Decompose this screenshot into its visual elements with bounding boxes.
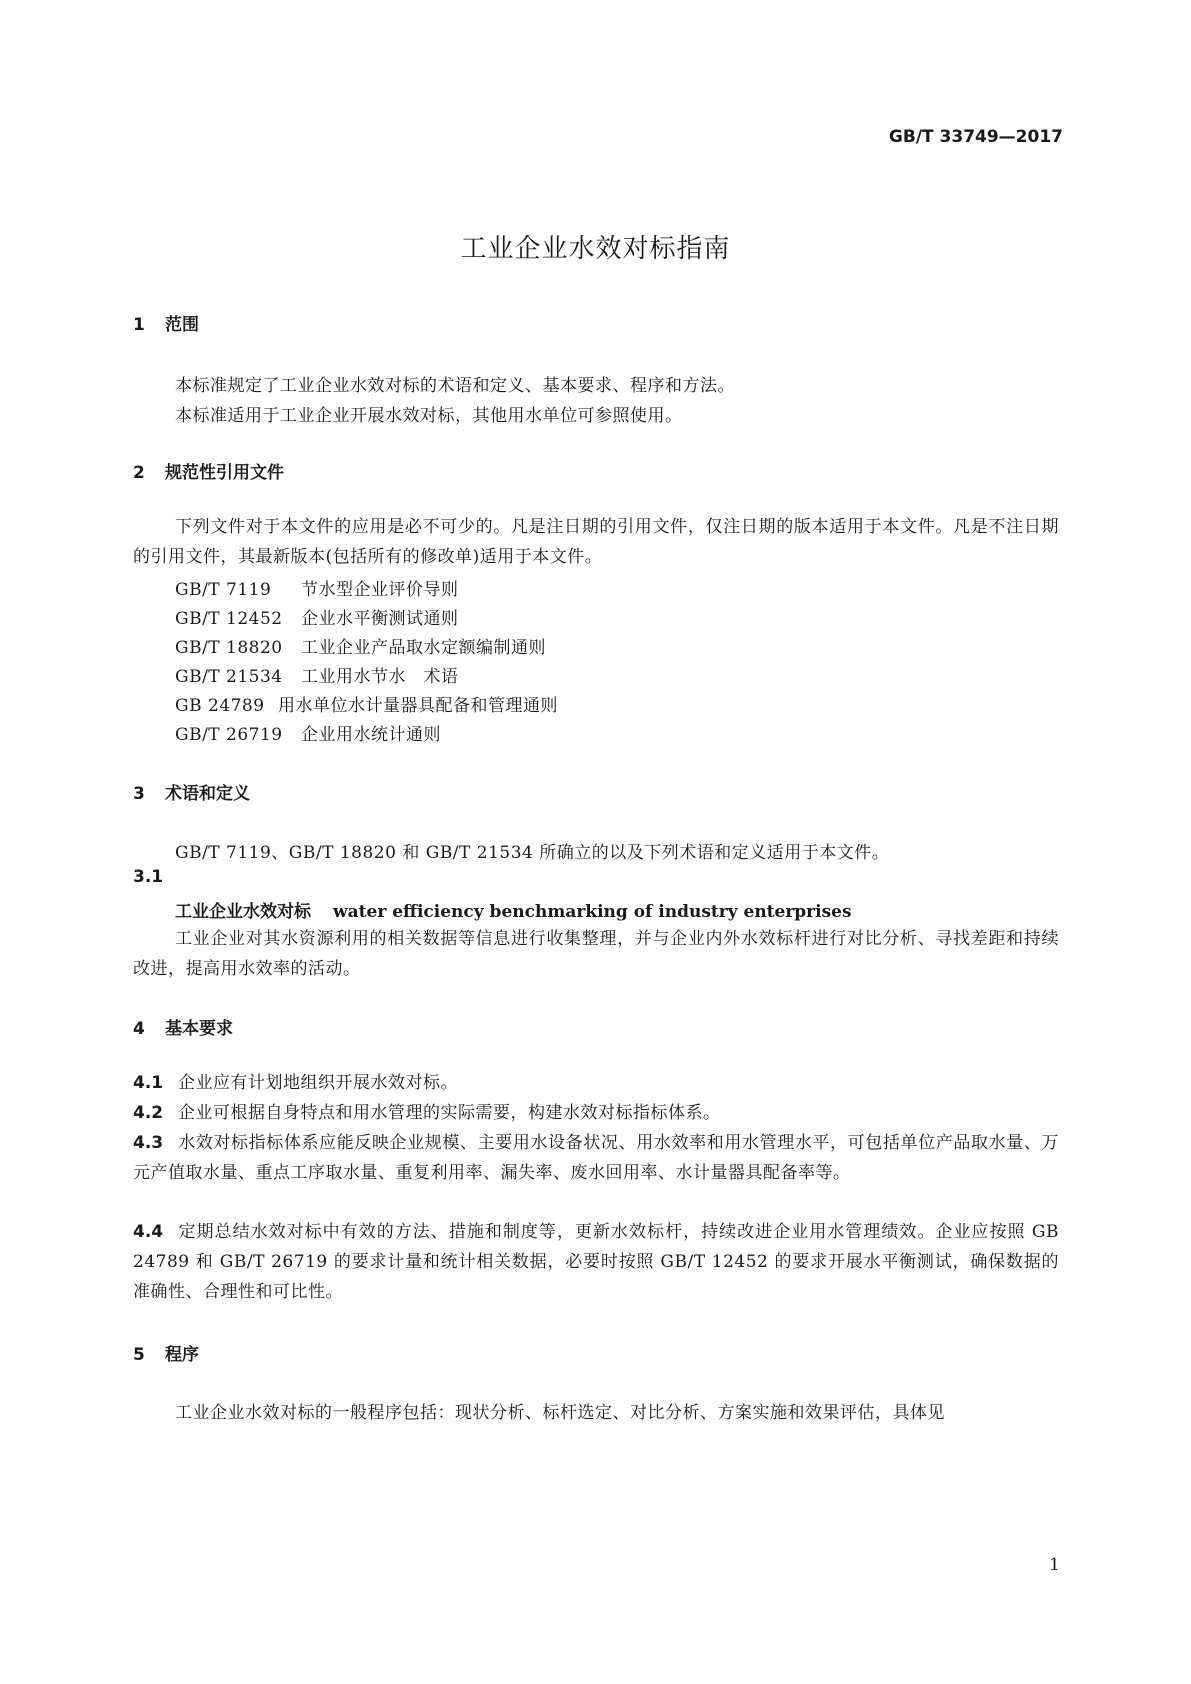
reference-item: [175, 691, 558, 716]
section-number: 5: [133, 1345, 145, 1365]
reference-item: [175, 604, 459, 629]
document-title: 工业企业水效对标指南: [460, 234, 731, 264]
section-number: 2: [133, 463, 145, 483]
clause-text: 水效对标指标体系应能反映企业规模、主要用水设备状况、用水效率和用水管理水平，可包括单位产品取水量、万元产值取水量、重点工序取水量、重复利用率、漏失率、废水回用率、水计量器具配备率等。: [133, 1133, 1059, 1183]
term-chinese: 工业企业水效对标: [175, 902, 311, 922]
reference-code: GB/T 26719: [175, 725, 283, 745]
page-number: 1: [1049, 1555, 1060, 1575]
reference-item: [175, 662, 459, 687]
paragraph: 本标准适用于工业企业开展水效对标，其他用水单位可参照使用。: [175, 406, 683, 426]
section-title: 范围: [165, 315, 199, 335]
reference-item: [175, 633, 546, 658]
reference-title: 用水单位水计量器具配备和管理通则: [278, 696, 558, 716]
section-title: 程序: [165, 1345, 199, 1365]
section-heading-3: [133, 779, 250, 804]
section-title: 术语和定义: [165, 784, 250, 804]
clause-text: 企业应有计划地组织开展水效对标。: [178, 1073, 458, 1093]
reference-title: 工业企业产品取水定额编制通则: [301, 638, 546, 658]
clause-number: 4.3: [133, 1133, 164, 1153]
clause-item: [133, 1217, 1059, 1307]
section-title: 基本要求: [165, 1019, 233, 1039]
term-definition: 工业企业对其水资源利用的相关数据等信息进行收集整理，并与企业内外水效标杆进行对比分析、寻找差距和持续改进，提高用水效率的活动。: [133, 929, 1059, 979]
reference-item: [175, 720, 441, 745]
standard-number: GB/T 33749—2017: [888, 127, 1063, 147]
section-number: 1: [133, 315, 145, 335]
paragraph: 本标准规定了工业企业水效对标的术语和定义、基本要求、程序和方法。: [175, 376, 735, 396]
paragraph: 工业企业水效对标的一般程序包括：现状分析、标杆选定、对比分析、方案实施和效果评估，具体见: [175, 1403, 945, 1423]
clause-text: 定期总结水效对标中有效的方法、措施和制度等，更新水效标杆，持续改进企业用水管理绩效。企业应按照 GB 24789 和 GB/T 26719 的要求计量和统计相关数据，必要时按照 GB/T 12452 的要求开展水平衡测试，确保数据的准确性、合理性和可比性。: [133, 1222, 1059, 1302]
reference-title: 节水型企业评价导则: [301, 580, 459, 600]
reference-code: GB/T 12452: [175, 609, 283, 629]
reference-code: GB/T 18820: [175, 638, 283, 658]
reference-title: 企业用水统计通则: [301, 725, 441, 745]
section-title: 规范性引用文件: [165, 463, 284, 483]
reference-code: GB 24789: [175, 696, 265, 716]
clause-number: 3.1: [133, 867, 164, 887]
term-english: water efficiency benchmarking of industry enterprises: [333, 902, 852, 922]
clause-number: 4.2: [133, 1103, 164, 1123]
section-heading-4: [133, 1014, 233, 1039]
section-heading-2: [133, 458, 284, 483]
clause-text: 企业可根据自身特点和用水管理的实际需要，构建水效对标指标体系。: [178, 1103, 721, 1123]
clause-item: [133, 1098, 1059, 1128]
paragraph: 下列文件对于本文件的应用是必不可少的。凡是注日期的引用文件，仅注日期的版本适用于本文件。凡是不注日期的引用文件，其最新版本(包括所有的修改单)适用于本文件。: [133, 517, 1059, 567]
clause-item: [133, 1068, 1059, 1098]
reference-code: GB/T 21534: [175, 667, 283, 687]
term-entry: [175, 897, 852, 922]
reference-title: 工业用水节水 术语: [301, 667, 459, 687]
paragraph: GB/T 7119、GB/T 18820 和 GB/T 21534 所确立的以及下列术语和定义适用于本文件。: [175, 843, 890, 863]
section-number: 4: [133, 1019, 145, 1039]
clause-item: [133, 1128, 1059, 1188]
reference-code: GB/T 7119: [175, 580, 272, 600]
reference-item: [175, 575, 459, 600]
clause-number: 4.1: [133, 1073, 164, 1093]
clause-number: 4.4: [133, 1222, 164, 1242]
reference-title: 企业水平衡测试通则: [301, 609, 459, 629]
section-heading-5: [133, 1340, 199, 1365]
section-heading-1: [133, 310, 199, 335]
section-number: 3: [133, 784, 145, 804]
